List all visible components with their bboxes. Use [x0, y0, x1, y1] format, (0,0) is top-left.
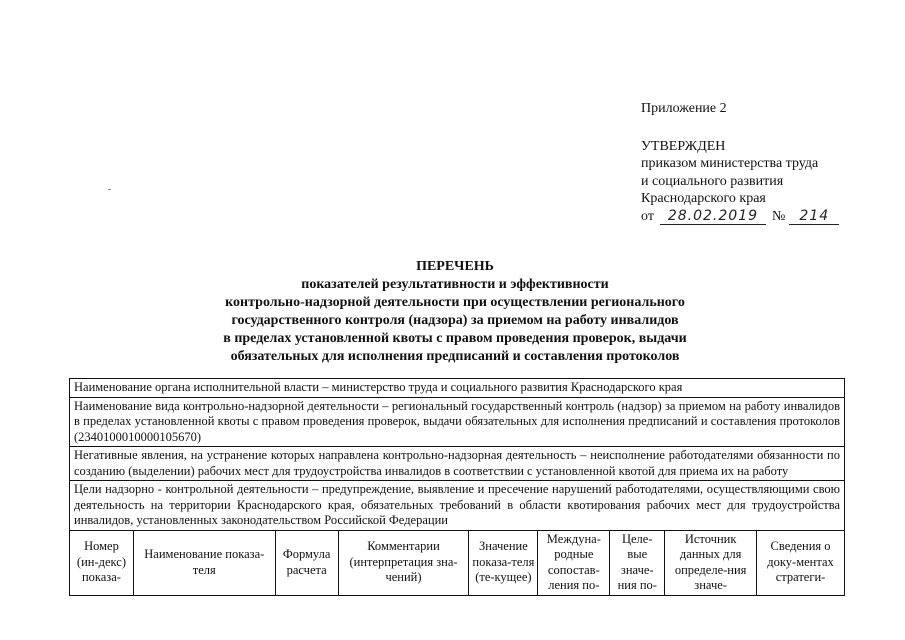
authority-cell: Наименование органа исполнительной власти – министерство труда и социального развития Краснодарского края [70, 379, 845, 398]
title-line-3: контрольно-надзорной деятельности при осуществлении регионального [225, 295, 685, 310]
handwritten-date: 28.02.2019 [660, 209, 766, 225]
column-header: Целе-вые значе-ния по- [610, 530, 665, 595]
handwritten-number: 214 [789, 209, 839, 225]
column-header: Наименование показа-теля [133, 530, 275, 595]
column-header: Источник данных для определе-ния значе- [665, 530, 757, 595]
approval-block [641, 100, 871, 225]
column-header: Комментарии (интерпретация зна-чений) [338, 530, 469, 595]
table-row [70, 447, 845, 481]
title-line-5: в пределах установленной квоты с правом проведения проверок, выдачи [223, 331, 687, 346]
document-title [150, 258, 760, 366]
activity-cell: Наименование вида контрольно-надзорной деятельности – региональный государственный контроль (надзор) за приемом на работу инвалидов в пределах установленной квоты с правом проведения проверок, выдачи обязательных для исполнения предписаний и составления протоколов (2340100010000105670) [70, 397, 845, 447]
approval-line-3: Краснодарского края [641, 191, 766, 206]
approval-line-2: и социального развития [641, 173, 784, 189]
number-sign: № [771, 208, 786, 224]
negative-phenomena-cell: Негативные явления, на устранение которых направлена контрольно-надзорная деятельность – неисполнение работодателями обязанности по созданию (выделении) рабочих мест для трудоустройства инвалидов в соответствии с установленной квотой для приема их на работу [70, 447, 845, 481]
date-prefix: от [641, 208, 654, 224]
title-line-2: показателей результативности и эффективности [301, 277, 609, 292]
annex-label: Приложение 2 [641, 101, 727, 116]
title-line-6: обязательных для исполнения предписаний и составления протоколов [230, 349, 680, 364]
table-header-row [70, 530, 845, 595]
table-row [70, 481, 845, 531]
column-header: Сведения о доку-ментах стратеги- [757, 530, 845, 595]
approval-date-line [641, 208, 871, 226]
approved-label: УТВЕРЖДЕН [641, 138, 726, 154]
title-line-1: ПЕРЕЧЕНЬ [416, 259, 494, 274]
column-header: Значение показа-теля (те-кущее) [469, 530, 538, 595]
approval-line-1: приказом министерства труда [641, 156, 819, 171]
table-row [70, 379, 845, 398]
indicators-table [69, 378, 845, 596]
title-line-4: государственного контроля (надзора) за приемом на работу инвалидов [231, 313, 679, 328]
goals-cell: Цели надзорно - контрольной деятельности – предупреждение, выявление и пресечение нарушений работодателями, осуществляющими свою деятельность на территории Краснодарского края, обязательных требований в области квотирования рабочих мест для трудоустройства инвалидов, установленных законодательством Российской Федерации [70, 481, 845, 531]
column-header: Формула расчета [275, 530, 338, 595]
scan-mark [108, 189, 111, 190]
column-header: Междуна-родные сопостав-ления по- [538, 530, 610, 595]
table-row [70, 397, 845, 447]
column-header: Номер (ин-декс) показа- [70, 530, 134, 595]
